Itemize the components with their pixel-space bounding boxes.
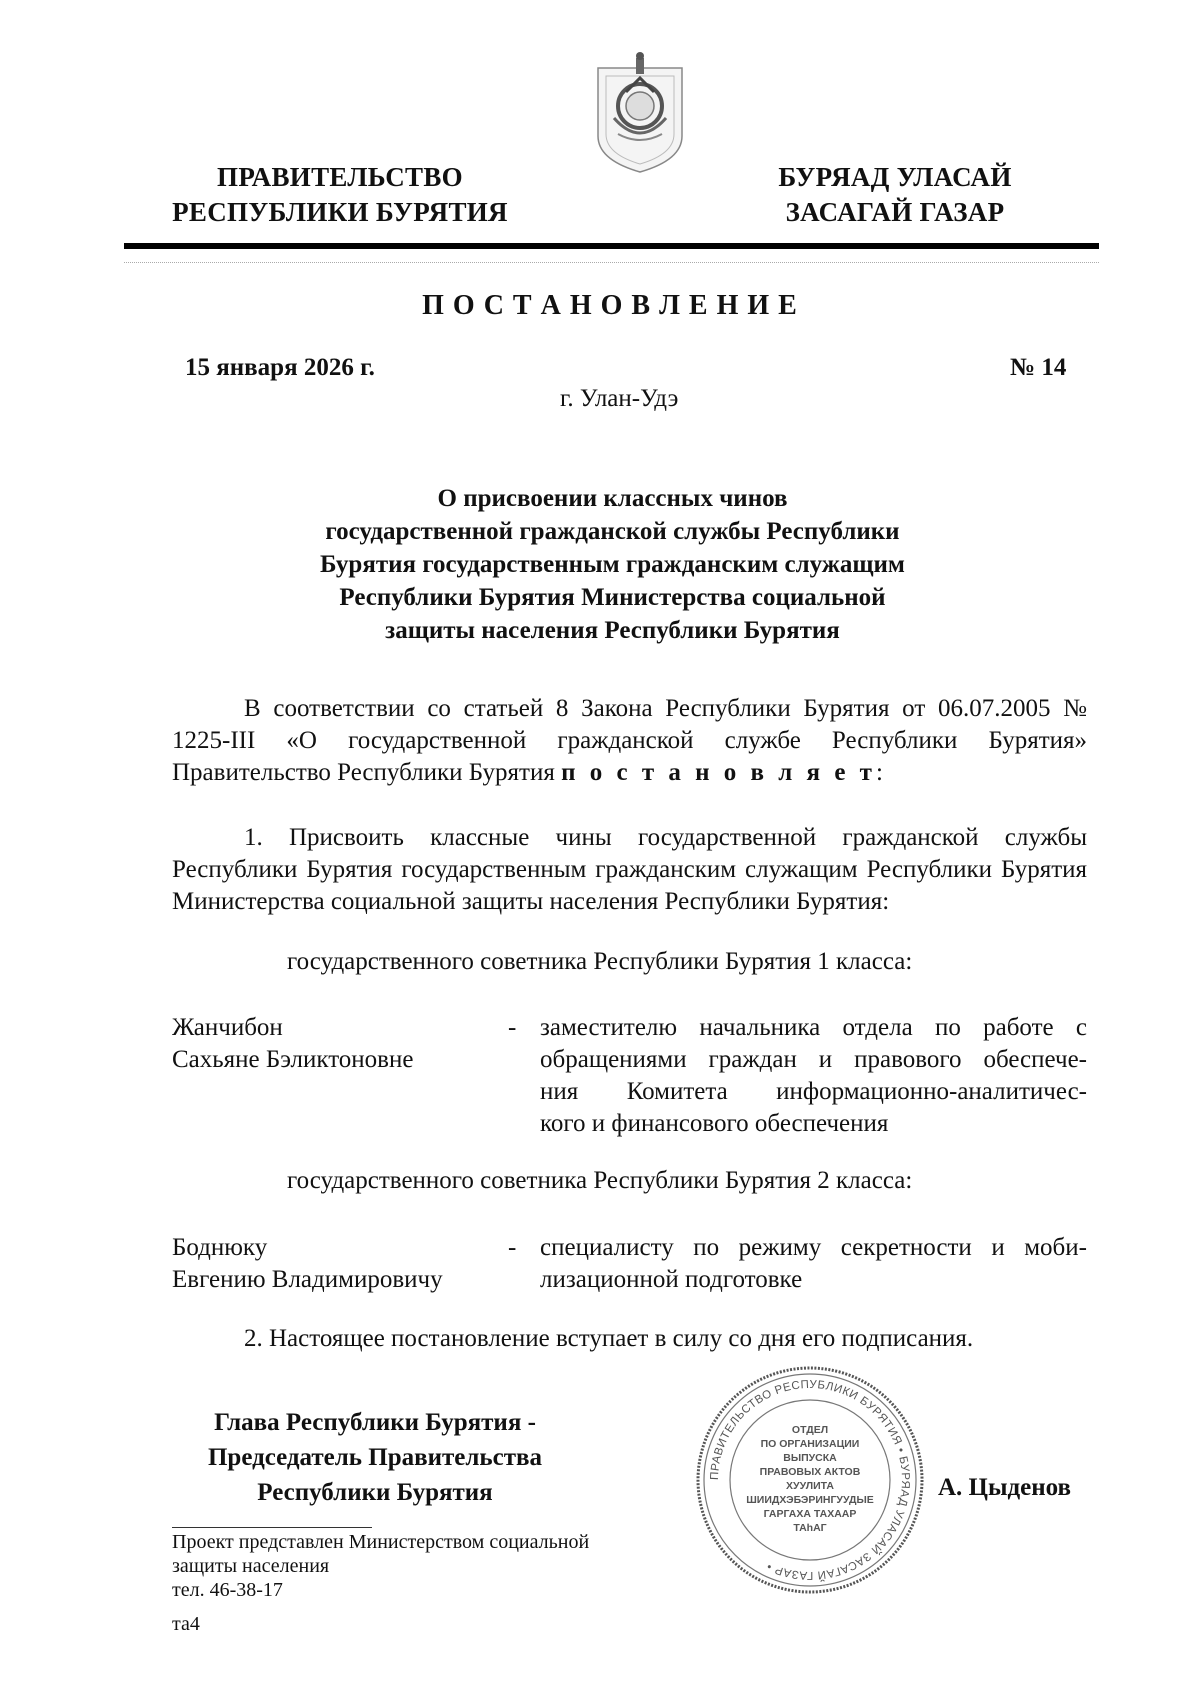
preamble-text: В соответствии со статьей 8 Закона Республики Бурятия от 06.07.2005 № 1225-III «О государственной гражданской службе Республики Бурятия» Правительство Республики Бурятия <box>172 695 1087 786</box>
rank1-position <box>540 1012 1087 1140</box>
title-line5: защиты населения Республики Бурятия <box>385 617 840 644</box>
rank1-position-line3: ния Комитета информационно-аналитичес- <box>540 1078 1087 1105</box>
footnote-line1: Проект представлен Министерством социальной <box>172 1531 590 1553</box>
signatory-title-line3: Республики Бурятия <box>257 1479 493 1506</box>
document-type: П О С Т А Н О В Л Е Н И Е <box>422 290 798 321</box>
rank1-position-line1: заместителю начальника отдела по работе с <box>540 1014 1087 1041</box>
stamp-line7: ГАРГАХА ТАХААР <box>763 1508 857 1520</box>
header-thin-rule <box>124 262 1099 263</box>
official-stamp <box>695 1365 925 1595</box>
rank1-position-line4: кого и финансового обеспечения <box>540 1110 889 1137</box>
header-left-line1: ПРАВИТЕЛЬСТВО <box>217 162 463 192</box>
government-name-russian <box>170 160 510 230</box>
preamble-paragraph <box>172 693 1087 789</box>
title-line3: Бурятия государственным гражданским служащим <box>320 551 905 578</box>
rank1-name-line1: Жанчибон <box>172 1014 283 1041</box>
rank1-heading: государственного советника Республики Бурятия 1 класса: <box>287 948 913 975</box>
government-name-buryat <box>750 160 1040 230</box>
header-left-line2: РЕСПУБЛИКИ БУРЯТИЯ <box>172 197 508 227</box>
header-right-line1: БУРЯАД УЛАСАЙ <box>778 162 1012 192</box>
rank1-name-line2: Сахьяне Бэликтоновне <box>172 1046 414 1073</box>
signatory-title-line2: Председатель Правительства <box>207 1444 543 1471</box>
signatory-title <box>170 1405 580 1510</box>
footnote <box>172 1530 672 1636</box>
footnote-line3: тел. 46-38-17 <box>172 1579 283 1601</box>
header-thick-rule <box>124 243 1099 249</box>
stamp-line5: ХУУЛИТА <box>786 1480 834 1492</box>
stamp-line6: ШИИДХЭБЭРИНГУУДЫЕ <box>746 1494 874 1506</box>
stamp-line4: ПРАВОВЫХ АКТОВ <box>759 1466 861 1478</box>
footnote-line4: та4 <box>172 1613 200 1635</box>
stamp-line2: ПО ОРГАНИЗАЦИИ <box>760 1438 860 1450</box>
footnote-rule <box>172 1527 372 1528</box>
title-line1: О присвоении классных чинов <box>437 485 788 512</box>
rank1-dash: - <box>508 1014 517 1041</box>
stamp-ring-text: ПРАВИТЕЛЬСТВО РЕСПУБЛИКИ БУРЯТИЯ • БУРЯАД УЛАСАЙ ЗАСАГАЙ ГАЗАР • <box>708 1378 912 1582</box>
rank2-recipient-name <box>172 1232 492 1296</box>
footnote-line2: защиты населения <box>172 1555 330 1577</box>
stamp-line1: ОТДЕЛ <box>791 1424 829 1436</box>
document-title <box>200 482 1025 647</box>
stamp-center-text <box>735 1423 885 1535</box>
rank2-position-line1: специалисту по режиму секретности и моби- <box>540 1234 1087 1261</box>
rank2-name-line1: Боднюку <box>172 1234 268 1261</box>
signatory-title-line1: Глава Республики Бурятия - <box>214 1409 536 1436</box>
preamble-colon: : <box>875 759 883 786</box>
rank1-recipient-name <box>172 1012 492 1076</box>
rank2-heading: государственного советника Республики Бурятия 2 класса: <box>287 1167 913 1194</box>
rank2-position-line2: лизационной подготовке <box>540 1266 803 1293</box>
rank2-position <box>540 1232 1087 1296</box>
rank1-position-line2: обращениями граждан и правового обеспече- <box>540 1046 1087 1073</box>
header-right-line2: ЗАСАГАЙ ГАЗАР <box>785 197 1005 227</box>
rank2-dash: - <box>508 1234 517 1261</box>
signatory-name: А. Цыденов <box>938 1474 1072 1501</box>
coat-of-arms-emblem <box>592 48 688 176</box>
title-line2: государственной гражданской службы Республики <box>325 518 900 545</box>
item-1-paragraph: 1. Присвоить классные чины государственной гражданской службы Республики Бурятия государственным гражданским служащим Республики Бурятия Министерства социальной защиты населения Республики Бурятия: <box>172 824 1087 915</box>
rank2-name-line2: Евгению Владимировичу <box>172 1266 443 1293</box>
stamp-line3: ВЫПУСКА <box>783 1452 837 1464</box>
document-number: № 14 <box>1010 354 1067 381</box>
document-date: 15 января 2026 г. <box>185 354 375 381</box>
decree-word: п о с т а н о в л я е т <box>561 759 876 786</box>
item-2-paragraph: 2. Настоящее постановление вступает в силу со дня его подписания. <box>244 1325 974 1352</box>
title-line4: Республики Бурятия Министерства социальной <box>339 584 886 611</box>
stamp-line8: ТАһАГ <box>793 1522 827 1534</box>
document-city: г. Улан-Удэ <box>560 385 679 412</box>
